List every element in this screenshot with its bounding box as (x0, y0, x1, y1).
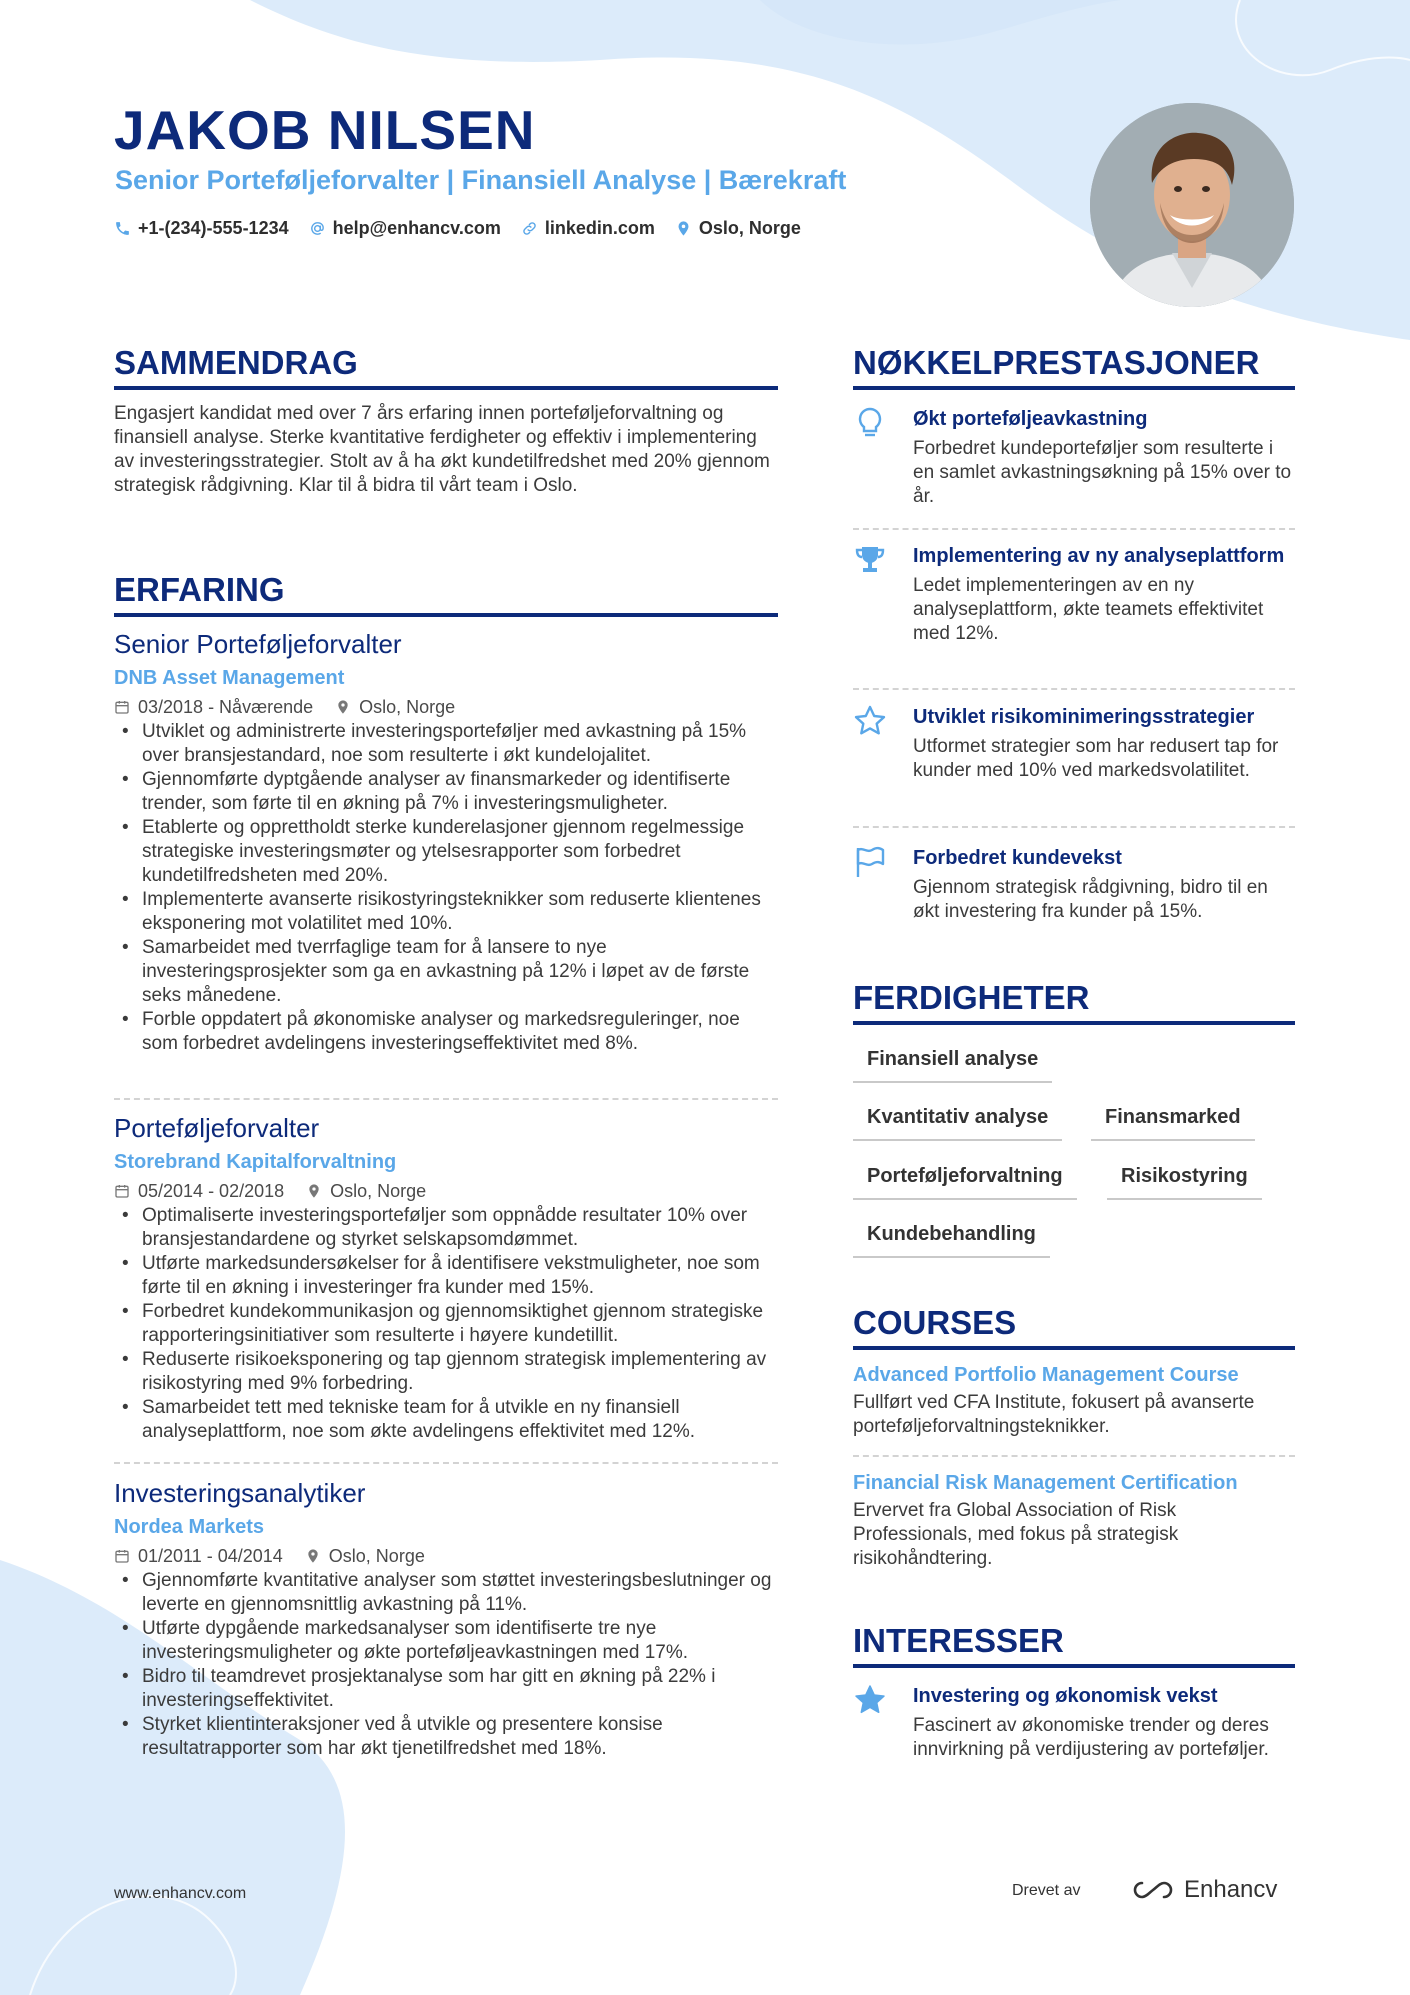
lightbulb-icon (853, 406, 887, 440)
job-title: Senior Porteføljeforvalter (114, 629, 402, 659)
skill-tag: Kundebehandling (853, 1222, 1050, 1258)
section-title-interests: INTERESSER (853, 1622, 1295, 1668)
course-desc: Fullført ved CFA Institute, fokusert på avanserte porteføljeforvaltningsteknikker. (853, 1392, 1255, 1437)
star-icon (853, 704, 887, 738)
job-bullet: • Forble oppdatert på økonomiske analyser og markedsreguleringer, noe som forbedret avdelingens investeringseffektivitet med 8%. (114, 1008, 778, 1056)
job-bullets (114, 1569, 778, 1761)
divider (853, 826, 1295, 828)
section-title-skills: FERDIGHETER (853, 979, 1295, 1025)
job-meta (114, 696, 778, 718)
phone-text: +1-(234)-555-1234 (138, 218, 289, 238)
job-dates (114, 1545, 283, 1567)
job-bullet: • Samarbeidet tett med tekniske team for å utvikle en ny finansiell analyseplattform, noe som økte avdelingens effektivitet med 12%. (114, 1396, 778, 1444)
calendar-icon (114, 1548, 130, 1564)
skill-tag: Finansmarked (1091, 1105, 1255, 1141)
candidate-name: JAKOB NILSEN (114, 99, 536, 161)
footer-powered-by: Drevet av (1012, 1882, 1081, 1899)
contact-phone[interactable] (114, 218, 289, 239)
enhancv-logo[interactable] (1130, 1876, 1277, 1904)
job-bullet: • Implementerte avanserte risikostyringsteknikker som reduserte klientenes eksponering mot volatilitet med 10%. (114, 888, 778, 936)
company-name: DNB Asset Management (114, 667, 345, 689)
job-dates (114, 696, 313, 718)
divider (853, 1455, 1295, 1457)
job-meta (114, 1545, 778, 1567)
achievement-item (853, 704, 1295, 783)
job-bullet: • Reduserte risikoeksponering og tap gjennom strategisk implementering av risikostyring med 9% forbedring. (114, 1348, 778, 1396)
achievement-title: Implementering av ny analyseplattform (913, 545, 1285, 567)
job-bullets (114, 1204, 778, 1444)
profile-photo (1090, 103, 1294, 307)
achievement-desc: Gjennom strategisk rådgivning, bidro til en økt investering fra kunder på 15%. (913, 877, 1268, 922)
interest-title: Investering og økonomisk vekst (913, 1685, 1218, 1707)
linkedin-text: linkedin.com (544, 218, 655, 238)
location-text: Oslo, Norge (698, 218, 801, 238)
section-title-experience: ERFARING (114, 571, 778, 617)
course-item (853, 1470, 1295, 1571)
course-title: Advanced Portfolio Management Course (853, 1364, 1239, 1386)
job-location (305, 1545, 425, 1567)
divider (853, 528, 1295, 530)
achievement-desc: Utformet strategier som har redusert tap for kunder med 10% ved markedsvolatilitet. (913, 736, 1279, 781)
interest-item (853, 1683, 1295, 1762)
company-name: Storebrand Kapitalforvaltning (114, 1151, 397, 1173)
job-dates (114, 1180, 284, 1202)
job-title: Porteføljeforvalter (114, 1113, 320, 1143)
divider (853, 688, 1295, 690)
achievement-title: Økt porteføljeavkastning (913, 408, 1148, 430)
at-icon (309, 220, 326, 237)
job-bullet: • Utførte dypgående markedsanalyser som identifiserte tre nye investeringsmuligheter og økte porteføljeavkastningen med 17%. (114, 1617, 778, 1665)
achievement-item (853, 845, 1295, 924)
skill-tag: Porteføljeforvaltning (853, 1164, 1077, 1200)
location-pin-icon (305, 1548, 321, 1564)
email-text: help@enhancv.com (332, 218, 501, 238)
experience-entry (114, 628, 778, 1056)
job-location-text: Oslo, Norge (328, 1546, 425, 1566)
job-bullet: • Forbedret kundekommunikasjon og gjennomsiktighet gjennom strategiske rapporteringsinitiativer som resulterte i høyere kundetillit. (114, 1300, 778, 1348)
location-pin-icon (335, 699, 351, 715)
job-dates-text: 03/2018 - Nåværende (138, 697, 314, 717)
section-title-summary: SAMMENDRAG (114, 344, 778, 390)
divider (114, 1098, 778, 1100)
job-bullet: • Bidro til teamdrevet prosjektanalyse som har gitt en økning på 22% i investeringseffektivitet. (114, 1665, 778, 1713)
section-title-courses: COURSES (853, 1304, 1295, 1350)
job-bullet: • Gjennomførte kvantitative analyser som støttet investeringsbeslutninger og leverte en gjennomsnittlig avkastning på 11%. (114, 1569, 778, 1617)
trophy-icon (853, 543, 887, 577)
contact-linkedin[interactable] (521, 218, 655, 239)
experience-entry (114, 1477, 778, 1761)
link-icon (521, 220, 538, 237)
achievement-item (853, 406, 1295, 509)
enhancv-logo-text: Enhancv (1184, 1876, 1278, 1903)
location-pin-icon (306, 1183, 322, 1199)
job-dates-text: 05/2014 - 02/2018 (138, 1181, 285, 1201)
job-meta (114, 1180, 778, 1202)
interest-desc: Fascinert av økonomiske trender og deres innvirkning på verdijustering av porteføljer. (913, 1715, 1269, 1760)
flag-icon (853, 845, 887, 879)
job-location (335, 696, 455, 718)
job-bullet: • Utviklet og administrerte investeringsporteføljer med avkastning på 15% over bransjestandard, noe som resulterte i økt kundelojalitet. (114, 720, 778, 768)
achievement-desc: Ledet implementeringen av en ny analyseplattform, økte teamets effektivitet med 12%. (913, 575, 1264, 644)
job-location-text: Oslo, Norge (330, 1181, 427, 1201)
enhancv-logo-icon (1130, 1877, 1176, 1903)
job-bullet: • Gjennomførte dyptgående analyser av finansmarkeder og identifiserte trender, som førte til en økning på 7% i investeringsmuligheter. (114, 768, 778, 816)
contact-bar (114, 218, 801, 239)
achievement-title: Forbedret kundevekst (913, 847, 1122, 869)
experience-entry (114, 1112, 778, 1444)
job-bullet: • Utførte markedsundersøkelser for å identifisere vekstmuligheter, noe som førte til en økning i investeringer fra kunder med 15%. (114, 1252, 778, 1300)
job-bullet: • Styrket klientinteraksjoner ved å utvikle og presentere konsise resultatrapporter som har økt tjenetilfredshet med 18%. (114, 1713, 778, 1761)
course-item (853, 1362, 1295, 1439)
job-title: Investeringsanalytiker (114, 1478, 366, 1508)
phone-icon (114, 220, 131, 237)
job-bullet: • Samarbeidet med tverrfaglige team for å lansere to nye investeringsprosjekter som ga en avkastning på 12% i løpet av de første seks månedene. (114, 936, 778, 1008)
star-icon (853, 1683, 887, 1717)
divider (114, 1462, 778, 1464)
footer-website[interactable]: www.enhancv.com (114, 1885, 247, 1902)
achievement-item (853, 543, 1295, 646)
job-location (306, 1180, 426, 1202)
achievement-title: Utviklet risikominimeringsstrategier (913, 706, 1255, 728)
calendar-icon (114, 1183, 130, 1199)
course-desc: Ervervet fra Global Association of Risk Professionals, med fokus på strategisk risikohåndtering. (853, 1500, 1179, 1569)
section-title-achievements: NØKKELPRESTASJONER (853, 344, 1295, 390)
job-bullet: • Optimaliserte investeringsporteføljer som oppnådde resultater 10% over bransjestandardene og styrket selskapsomdømmet. (114, 1204, 778, 1252)
job-dates-text: 01/2011 - 04/2014 (138, 1546, 283, 1566)
contact-email[interactable] (309, 218, 501, 239)
company-name: Nordea Markets (114, 1516, 265, 1538)
course-title: Financial Risk Management Certification (853, 1472, 1238, 1494)
job-bullets (114, 720, 778, 1056)
headline: Senior Porteføljeforvalter | Finansiell Analyse | Bærekraft (115, 165, 847, 195)
portrait-illustration (1090, 103, 1294, 307)
calendar-icon (114, 699, 130, 715)
summary-text: Engasjert kandidat med over 7 års erfaring innen porteføljeforvaltning og finansiell analyse. Sterke kvantitative ferdigheter og effektiv i implementering av investeringsstrategier. Stolt av å ha økt kundetilfredshet med 20% gjennom strategisk rådgivning. Klar til å bidra til vårt team i Oslo. (114, 403, 770, 496)
achievement-desc: Forbedret kundeporteføljer som resulterte i en samlet avkastningsøkning på 15% over to år. (913, 438, 1292, 507)
location-pin-icon (675, 220, 692, 237)
job-location-text: Oslo, Norge (359, 697, 456, 717)
contact-location (675, 218, 801, 239)
skill-tag: Kvantitativ analyse (853, 1105, 1062, 1141)
job-bullet: • Etablerte og opprettholdt sterke kunderelasjoner gjennom regelmessige strategiske investeringsmøter og ytelsesrapporter som forbedret kundetilfredsheten med 20%. (114, 816, 778, 888)
skill-tag: Risikostyring (1107, 1164, 1262, 1200)
skill-tag: Finansiell analyse (853, 1047, 1052, 1083)
